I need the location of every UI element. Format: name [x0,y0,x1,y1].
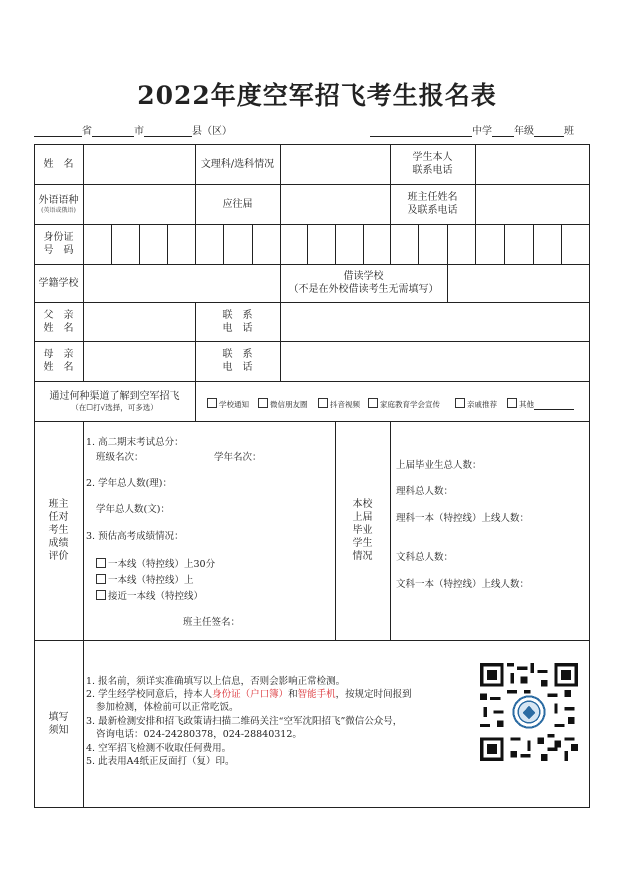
borrow-field[interactable] [448,265,588,301]
col-line [280,224,281,264]
row-line [34,421,590,422]
local-science-pass: 理科一本（特控线）上线人数： [396,513,530,524]
local-arts-pass: 文科一本（特控线）上线人数： [396,579,530,590]
local-arts-total: 文科总人数： [396,552,454,563]
col-line [335,224,336,264]
class-blank[interactable] [534,125,564,137]
col-line [390,224,391,264]
col-line [195,381,196,421]
col-line [418,224,419,264]
channel-option-school[interactable]: 学校通知 [207,398,249,410]
mother-phone-field[interactable] [281,342,588,380]
notice-3: 3. 最新检测安排和招飞政策请扫描二维码关注“空军沈阳招飞”微信公众号， [86,716,403,727]
evaluation-label: 班主 任对 考生 成绩 评价 [48,499,69,562]
teacher-field[interactable] [476,185,588,223]
col-line [475,224,476,264]
row-line [34,640,590,641]
county-blank[interactable] [144,125,192,137]
col-line [83,421,84,640]
province-blank[interactable] [34,125,82,137]
checkbox-icon [507,398,517,408]
col-line [504,224,505,264]
borrow-note: （不是在外校借读考生无需填写） [288,284,439,295]
checkbox-icon [96,574,106,584]
subject-field[interactable] [281,145,389,183]
eval-option-3[interactable]: 接近一本线（特控线） [96,590,203,603]
student-phone-field[interactable] [476,145,588,183]
channel-option-douyin[interactable]: 抖音视频 [318,398,360,410]
checkbox-icon [96,590,106,600]
channel-note: （在☐打√选择，可多选） [71,402,158,412]
eval-total-score: 1. 高二期末考试总分： [86,437,184,448]
local-label: 本校 上届 毕业 学生 情况 [352,499,373,562]
graduate-field[interactable] [281,185,389,223]
other-blank[interactable] [534,401,574,410]
checkbox-icon [96,558,106,568]
region-line: 省 市 县（区） [34,122,232,137]
qr-code-icon[interactable] [480,663,578,761]
col-line [195,224,196,264]
col-line [447,224,448,264]
channel-option-family-edu[interactable]: 家庭教育学会宣传 [368,398,440,410]
eval-estimate: 3. 预估高考成绩情况： [86,531,184,542]
checkbox-icon [258,398,268,408]
notice-1: 1. 报名前，须详实准确填写以上信息，否则会影响正常检测。 [86,676,346,687]
notice-3b: 咨询电话：024-24280378，024-28840312。 [96,729,302,740]
name-field[interactable] [84,145,194,183]
school-line: 中学 年级 班 [370,122,574,137]
checkbox-icon [368,398,378,408]
father-phone-label: 联 系 电 话 [222,309,253,334]
id-label: 身份证 号 码 [43,232,74,256]
col-line [223,224,224,264]
city-blank[interactable] [92,125,134,137]
eval-grade-rank: 学年名次： [214,452,262,463]
local-science-total: 理科总人数： [396,486,454,497]
school-reg-field[interactable] [84,265,279,301]
col-line [252,224,253,264]
col-line [363,224,364,264]
col-line [533,224,534,264]
checkbox-icon [318,398,328,408]
language-label: 外语语种 [38,194,79,206]
checkbox-icon [207,398,217,408]
mother-phone-label: 联 系 电 话 [222,349,253,373]
student-phone-label: 学生本人 联系电话 [412,152,453,176]
eval-option-1[interactable]: 一本线（特控线）上30分 [96,558,215,571]
language-field[interactable] [84,185,194,223]
borrow-label-cell [280,264,447,302]
borrow-label: 借读学校 [343,271,384,282]
subject-label: 文理科/选科情况 [200,158,275,170]
eval-total-arts: 学年总人数(文)： [96,504,170,515]
notice-2b: 参加检测，体检前可以正常吃饭。 [96,702,239,713]
col-line [111,224,112,264]
graduate-label: 应往届 [222,198,253,210]
col-line [139,224,140,264]
col-line [390,421,391,640]
school-reg-label: 学籍学校 [38,277,79,289]
channel-option-wechat[interactable]: 微信朋友圈 [258,398,308,410]
teacher-label: 班主任姓名 及联系电话 [407,192,458,216]
school-blank[interactable] [370,125,472,137]
col-line [167,224,168,264]
eval-total-science: 2. 学年总人数(理)： [86,478,172,489]
notice-5: 5. 此表用A4纸正反面打（复）印。 [86,756,235,767]
mother-label: 母 亲 姓 名 [43,349,74,373]
row-line [34,224,590,225]
col-line [83,224,84,264]
language-label-cell [34,184,83,224]
father-label: 父 亲 姓 名 [43,309,74,334]
form-title: 2022年度空军招飞考生报名表 [137,81,497,110]
mother-field[interactable] [84,342,194,380]
language-note: (英语或俄语) [41,206,76,214]
teacher-signature: 班主任签名： [183,617,241,628]
grade-blank[interactable] [492,125,514,137]
channel-option-other[interactable]: 其他 [507,398,574,410]
col-line [561,224,562,264]
local-total: 上届毕业生总人数： [396,460,482,471]
checkbox-icon [455,398,465,408]
father-field[interactable] [84,303,194,340]
notice-2: 2. 学生经学校同意后，持本人身份证（户口簿）和智能手机，按规定时间报到 [86,689,412,700]
channel-label: 通过何种渠道了解到空军招飞 [49,390,180,402]
eval-option-2[interactable]: 一本线（特控线）上 [96,574,194,587]
eval-class-rank: 班级名次： [96,452,144,463]
name-label: 姓 名 [43,158,74,170]
channel-label-cell [34,381,195,421]
notice-label: 填写 须知 [48,712,69,736]
father-phone-field[interactable] [281,303,588,340]
col-line [307,224,308,264]
col-line [83,640,84,808]
channel-option-relatives[interactable]: 亲戚推荐 [455,398,497,410]
notice-4: 4. 空军招飞检测不收取任何费用。 [86,743,232,754]
